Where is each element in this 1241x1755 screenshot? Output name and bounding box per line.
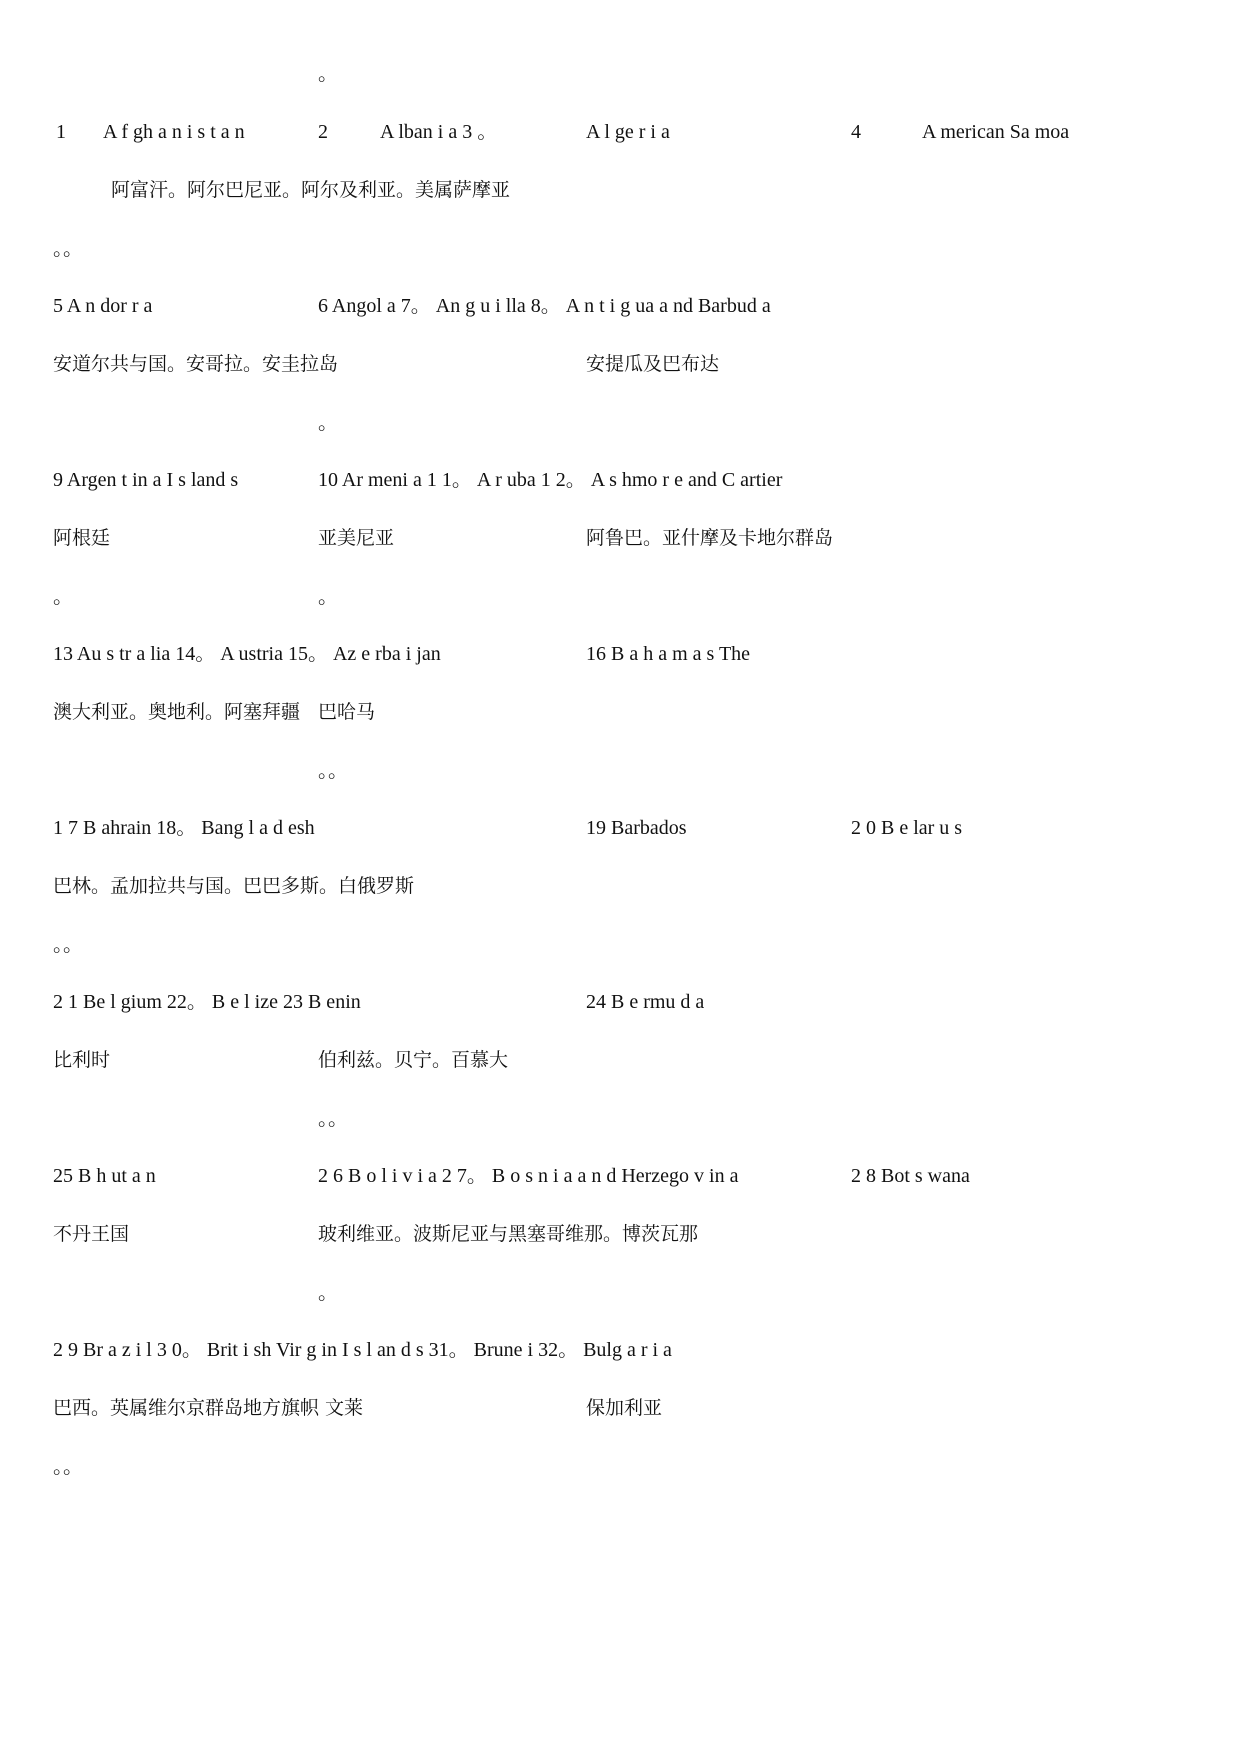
- entry-number: 4: [851, 121, 861, 143]
- stray-mark: 。: [318, 586, 338, 608]
- country-name-cn: 澳大利亚。奥地利。阿塞拜疆: [53, 701, 301, 723]
- country-name-en: 2 0 B e lar u s: [851, 817, 963, 839]
- country-name-en: A merican Sa moa: [922, 121, 1070, 143]
- entry-number: 1: [56, 121, 66, 143]
- country-name-cn: 比利时: [53, 1049, 111, 1071]
- country-name-en: 5 A n dor r a: [53, 295, 153, 317]
- country-name-en: A lban i a 3 。: [380, 121, 498, 143]
- stray-mark: 。。: [53, 1456, 83, 1478]
- country-name-en: 13 Au s tr a lia 14。 A ustria 15。 Az e rba i jan: [53, 643, 441, 665]
- country-name-en: 24 B e rmu d a: [586, 991, 705, 1013]
- country-name-en: 9 Argen t in a I s land s: [53, 469, 239, 491]
- country-name-en: A f gh a n i s t a n: [103, 121, 245, 143]
- stray-mark: 。: [53, 586, 73, 608]
- country-name-cn: 阿富汗。阿尔巴尼亚。阿尔及利亚。美属萨摩亚: [111, 179, 511, 201]
- country-name-en: 2 6 B o l i v i a 2 7。 B o s n i a a n d Herzego v in a: [318, 1165, 739, 1187]
- stray-mark: 。。: [318, 1108, 348, 1130]
- country-name-cn: 伯利兹。贝宁。百慕大: [318, 1049, 509, 1071]
- stray-mark: 。: [318, 63, 338, 85]
- country-name-en: 16 B a h a m a s The: [586, 643, 751, 665]
- country-name-en: 19 Barbados: [586, 817, 687, 839]
- country-name-cn: 安提瓜及巴布达: [586, 353, 720, 375]
- stray-mark: 。。: [53, 238, 83, 260]
- country-name-cn: 巴哈马: [318, 701, 376, 723]
- country-name-cn: 安道尔共与国。安哥拉。安圭拉岛: [53, 353, 339, 375]
- country-name-cn: 玻利维亚。波斯尼亚与黑塞哥维那。博茨瓦那: [318, 1223, 699, 1245]
- country-name-en: 10 Ar meni a 1 1。 A r uba 1 2。 A s hmo r e and C artier: [318, 469, 783, 491]
- country-name-en: 2 9 Br a z i l 3 0。 Brit i sh Vir g in I s l an d s 31。 Brune i 32。 Bulg a r i a: [53, 1339, 672, 1361]
- country-name-cn: 阿鲁巴。亚什摩及卡地尔群岛: [586, 527, 834, 549]
- country-name-en: 2 8 Bot s wana: [851, 1165, 970, 1187]
- country-name-en: 2 1 Be l gium 22。 B e l ize 23 B enin: [53, 991, 361, 1013]
- country-name-cn: 不丹王国: [53, 1223, 130, 1245]
- country-name-cn: 亚美尼亚: [318, 527, 395, 549]
- country-name-en: 25 B h ut a n: [53, 1165, 156, 1187]
- country-name-en: A l ge r i a: [586, 121, 670, 143]
- country-name-en: 1 7 B ahrain 18。 Bang l a d esh: [53, 817, 315, 839]
- country-name-cn: 保加利亚: [586, 1397, 663, 1419]
- country-name-en: 6 Angol a 7。 An g u i lla 8。 A n t i g ua a nd Barbud a: [318, 295, 771, 317]
- country-name-cn: 巴林。孟加拉共与国。巴巴多斯。白俄罗斯: [53, 875, 415, 897]
- country-name-cn: 巴西。英属维尔京群岛地方旗帜 文莱: [53, 1397, 364, 1419]
- entry-number: 2: [318, 121, 328, 143]
- country-name-cn: 阿根廷: [53, 527, 111, 549]
- stray-mark: 。。: [318, 760, 348, 782]
- stray-mark: 。: [318, 1282, 338, 1304]
- stray-mark: 。: [318, 412, 338, 434]
- stray-mark: 。。: [53, 934, 83, 956]
